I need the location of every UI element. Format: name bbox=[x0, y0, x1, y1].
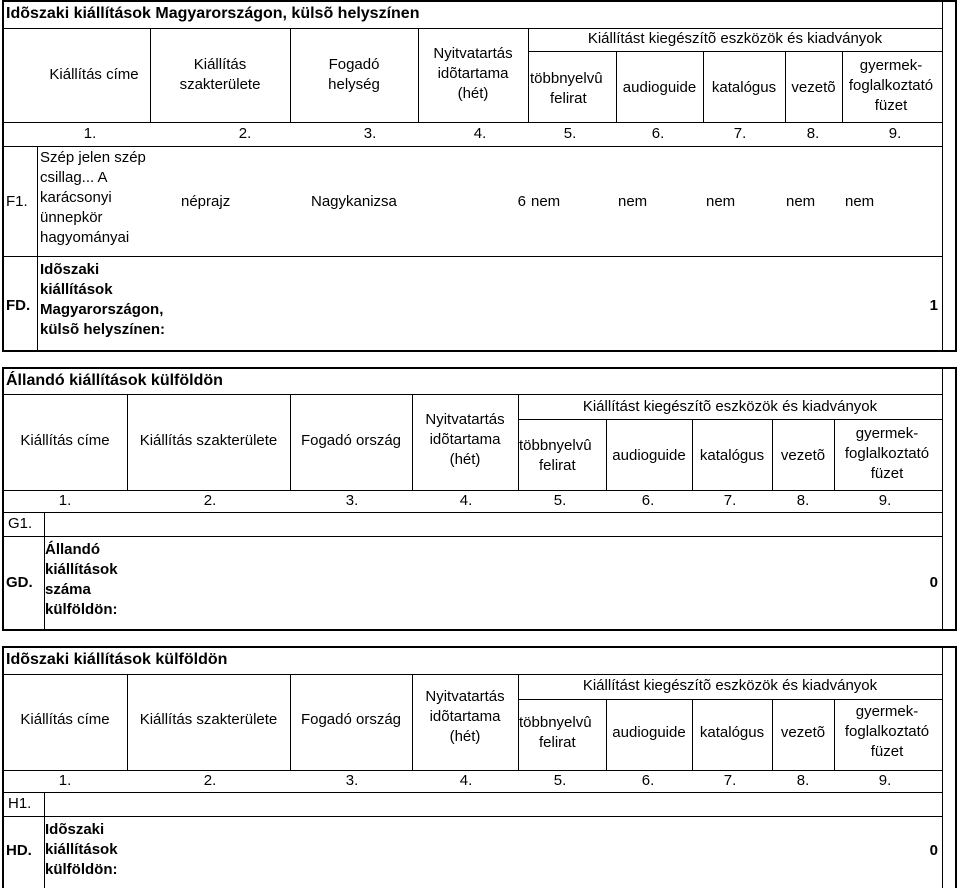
total-value: 1 bbox=[929, 297, 938, 314]
row-title: Szép jelen szép csillag... A karácsonyi ünnepkör hagyományai bbox=[40, 149, 146, 246]
row-children: nem bbox=[845, 193, 875, 210]
header-catalogue: katalógus bbox=[699, 447, 765, 464]
header-children: gyermek- foglalkoztató füzet bbox=[844, 703, 930, 760]
number-separator bbox=[2, 512, 942, 513]
colnum-1: 1. bbox=[83, 125, 97, 142]
table-inner-border bbox=[942, 0, 943, 352]
total-label: Állandó kiállítások száma külföldön: bbox=[45, 541, 118, 618]
header-audioguide: audioguide bbox=[612, 724, 686, 741]
group-header-separator bbox=[528, 51, 942, 52]
group-header-separator bbox=[518, 419, 942, 420]
section-border-top bbox=[2, 646, 957, 648]
header-multilingual: többnyelvû felirat bbox=[519, 714, 592, 751]
total-code: HD. bbox=[6, 842, 32, 859]
colnum-4: 4. bbox=[473, 125, 487, 142]
section-border-top bbox=[2, 0, 957, 2]
section-border-bottom bbox=[2, 629, 957, 631]
header-guide: vezetõ bbox=[791, 79, 836, 96]
section-border-left bbox=[2, 0, 4, 352]
total-code: GD. bbox=[6, 574, 33, 591]
colnum-5: 5. bbox=[553, 492, 567, 509]
section-border-left bbox=[2, 367, 4, 631]
header-field: Kiállítás szakterülete bbox=[139, 711, 278, 728]
header-catalogue: katalógus bbox=[711, 79, 777, 96]
header-title: Kiállítás címe bbox=[49, 66, 139, 83]
header-guide: vezetõ bbox=[780, 724, 826, 741]
colnum-9: 9. bbox=[878, 492, 892, 509]
row-code: F1. bbox=[6, 193, 28, 210]
header-supplementary-group: Kiállítást kiegészítõ eszközök és kiadványok bbox=[582, 677, 878, 694]
section-border-right bbox=[955, 0, 957, 352]
header-title: Kiállítás címe bbox=[20, 711, 110, 728]
colnum-8: 8. bbox=[806, 125, 820, 142]
colnum-5: 5. bbox=[553, 772, 567, 789]
total-value: 0 bbox=[929, 574, 938, 591]
colnum-5: 5. bbox=[563, 125, 577, 142]
section-title: Idõszaki kiállítások Magyarországon, külsõ helyszínen bbox=[6, 5, 420, 22]
colnum-9: 9. bbox=[878, 772, 892, 789]
row-code: G1. bbox=[8, 515, 33, 532]
colnum-1: 1. bbox=[58, 492, 72, 509]
header-separator bbox=[2, 122, 942, 123]
row-separator bbox=[2, 816, 942, 817]
code-col-line bbox=[37, 146, 38, 352]
header-children: gyermek- foglalkoztató füzet bbox=[848, 57, 934, 114]
colnum-3: 3. bbox=[345, 492, 359, 509]
colnum-3: 3. bbox=[345, 772, 359, 789]
colnum-7: 7. bbox=[733, 125, 747, 142]
colnum-2: 2. bbox=[203, 492, 217, 509]
header-multilingual: többnyelvû felirat bbox=[519, 437, 592, 474]
table-inner-border bbox=[942, 646, 943, 888]
header-multilingual: többnyelvû felirat bbox=[530, 70, 603, 107]
number-separator bbox=[2, 146, 942, 147]
group-header-separator bbox=[518, 699, 942, 700]
row-audioguide: nem bbox=[618, 193, 648, 210]
total-label: Idõszaki kiállítások külföldön: bbox=[45, 821, 118, 878]
section-border-bottom bbox=[2, 350, 957, 352]
header-duration: Nyitvatartás idõtartama (hét) bbox=[425, 411, 505, 468]
header-place: Fogadó helység bbox=[328, 56, 380, 93]
row-code: H1. bbox=[8, 795, 32, 812]
total-label: Idõszaki kiállítások Magyarországon, külsõ helyszínen: bbox=[40, 261, 166, 338]
header-catalogue: katalógus bbox=[699, 724, 765, 741]
total-code: FD. bbox=[6, 297, 31, 314]
title-separator bbox=[2, 394, 942, 395]
row-catalogue: nem bbox=[706, 193, 736, 210]
colnum-8: 8. bbox=[796, 772, 810, 789]
section-title: Idõszaki kiállítások külföldön bbox=[6, 651, 228, 668]
row-guide: nem bbox=[786, 193, 816, 210]
colnum-3: 3. bbox=[363, 125, 377, 142]
row-place: Nagykanizsa bbox=[311, 193, 397, 210]
header-field: Kiállítás szakterülete bbox=[179, 56, 261, 93]
header-title: Kiállítás címe bbox=[20, 432, 110, 449]
table-inner-border bbox=[942, 367, 943, 631]
colnum-7: 7. bbox=[723, 492, 737, 509]
colnum-4: 4. bbox=[459, 772, 473, 789]
row-duration: 6 bbox=[517, 193, 526, 210]
colnum-2: 2. bbox=[238, 125, 252, 142]
title-separator bbox=[2, 674, 942, 675]
header-supplementary-group: Kiállítást kiegészítõ eszközök és kiadványok bbox=[582, 398, 878, 415]
section-border-top bbox=[2, 367, 957, 369]
header-audioguide: audioguide bbox=[622, 79, 697, 96]
header-duration: Nyitvatartás idõtartama (hét) bbox=[425, 688, 505, 745]
colnum-7: 7. bbox=[723, 772, 737, 789]
header-supplementary-group: Kiállítást kiegészítõ eszközök és kiadványok bbox=[587, 30, 883, 47]
header-children: gyermek- foglalkoztató füzet bbox=[844, 425, 930, 482]
header-place: Fogadó ország bbox=[300, 711, 402, 728]
header-audioguide: audioguide bbox=[612, 447, 686, 464]
colnum-6: 6. bbox=[641, 492, 655, 509]
colnum-9: 9. bbox=[888, 125, 902, 142]
number-separator bbox=[2, 792, 942, 793]
total-value: 0 bbox=[929, 842, 938, 859]
colnum-6: 6. bbox=[651, 125, 665, 142]
colnum-1: 1. bbox=[58, 772, 72, 789]
section-title: Állandó kiállítások külföldön bbox=[6, 372, 223, 389]
row-separator bbox=[2, 256, 942, 257]
section-border-right bbox=[955, 646, 957, 888]
colnum-8: 8. bbox=[796, 492, 810, 509]
header-duration: Nyitvatartás idõtartama (hét) bbox=[433, 45, 513, 102]
row-multilingual: nem bbox=[531, 193, 561, 210]
row-field: néprajz bbox=[181, 193, 231, 210]
row-separator bbox=[2, 536, 942, 537]
header-guide: vezetõ bbox=[780, 447, 826, 464]
section-border-right bbox=[955, 367, 957, 631]
section-border-left bbox=[2, 646, 4, 888]
colnum-4: 4. bbox=[459, 492, 473, 509]
header-place: Fogadó ország bbox=[300, 432, 402, 449]
colnum-2: 2. bbox=[203, 772, 217, 789]
colnum-6: 6. bbox=[641, 772, 655, 789]
header-field: Kiállítás szakterülete bbox=[139, 432, 278, 449]
